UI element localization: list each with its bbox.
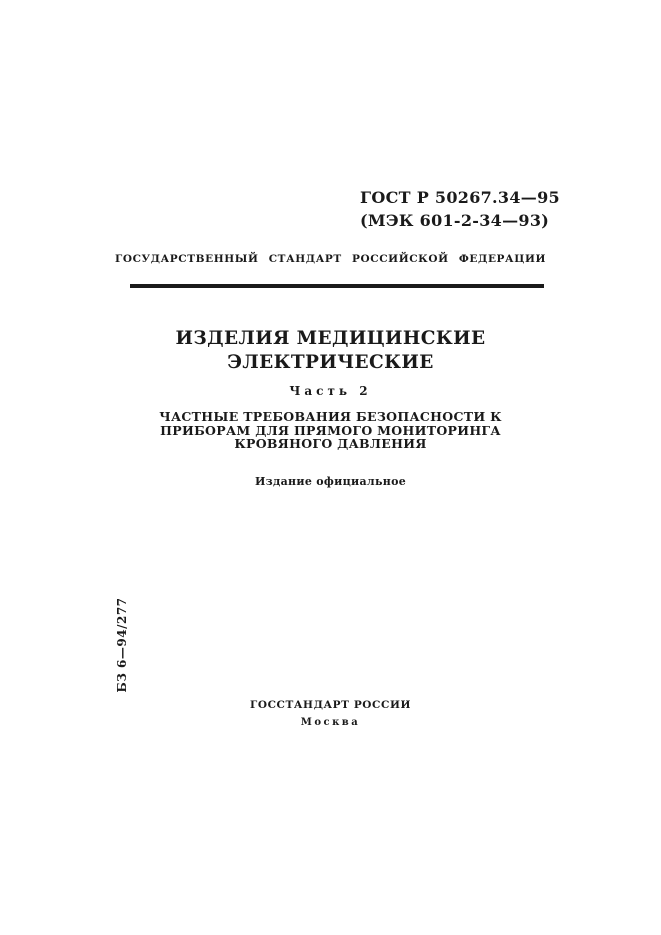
edition-label: Издание официальное: [254, 475, 407, 488]
iec-number: (МЭК 601-2-34—93): [360, 211, 550, 230]
state-standard-heading: ГОСУДАРСТВЕННЫЙ СТАНДАРТ РОССИЙСКОЙ ФЕДЕРАЦИИ: [114, 253, 546, 265]
horizontal-rule: [130, 284, 544, 288]
document-title: [0, 327, 661, 375]
side-code: БЗ 6—94/277: [115, 597, 129, 693]
title-line-2: ЭЛЕКТРИЧЕСКИЕ: [227, 352, 434, 373]
publisher: ГОССТАНДАРТ РОССИИ: [249, 699, 412, 711]
subtitle-line-3: КРОВЯНОГО ДАВЛЕНИЯ: [234, 436, 427, 451]
title-line-1: ИЗДЕЛИЯ МЕДИЦИНСКИЕ: [175, 328, 486, 349]
part-label: Часть 2: [289, 384, 372, 398]
standard-number: ГОСТ Р 50267.34—95: [360, 188, 560, 207]
subtitle-line-1: ЧАСТНЫЕ ТРЕБОВАНИЯ БЕЗОПАСНОСТИ К: [159, 409, 502, 424]
document-subtitle: [0, 410, 661, 451]
subtitle-line-2: ПРИБОРАМ ДЛЯ ПРЯМОГО МОНИТОРИНГА: [160, 422, 501, 438]
publisher-city: Москва: [300, 717, 361, 728]
